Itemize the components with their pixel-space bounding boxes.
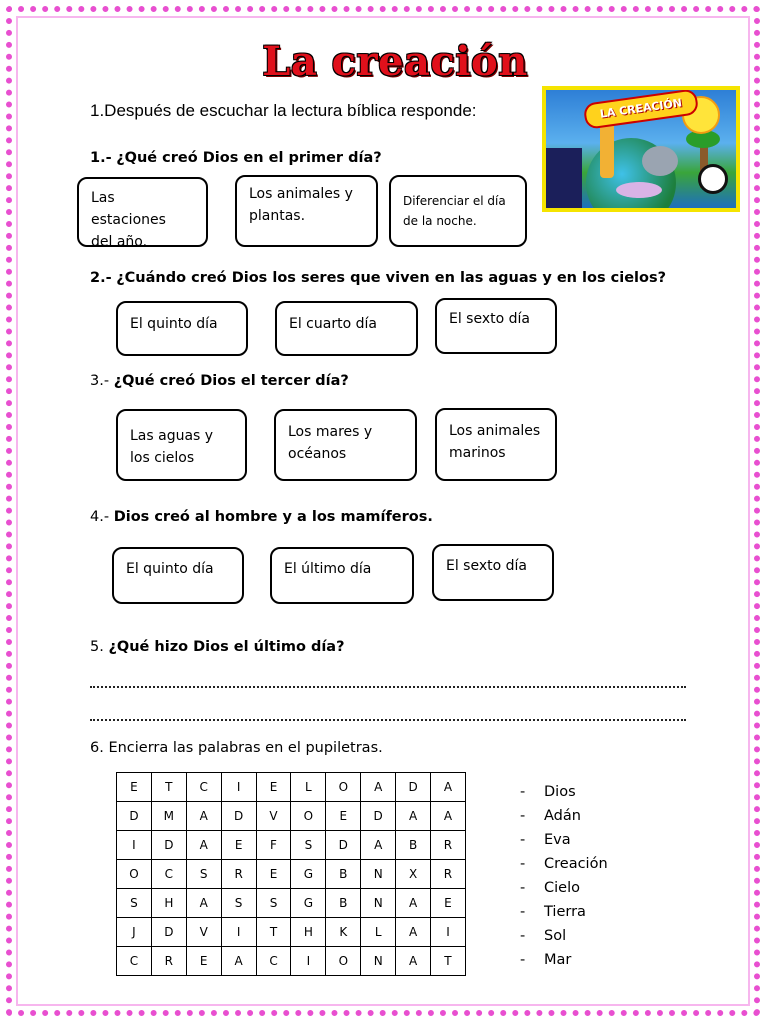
word-list-item <box>520 900 608 924</box>
creation-illustration <box>542 86 740 212</box>
grid-cell[interactable]: C <box>117 947 152 976</box>
word-text: Tierra <box>544 904 586 920</box>
grid-row <box>117 860 466 889</box>
word-text: Cielo <box>544 880 580 896</box>
grid-cell[interactable]: I <box>431 918 466 947</box>
option-line: marinos <box>449 445 506 461</box>
question-number: 1.- <box>90 150 112 166</box>
grid-cell[interactable]: V <box>186 918 221 947</box>
option-line: Los animales y <box>249 186 353 202</box>
grid-cell[interactable]: D <box>117 802 152 831</box>
option-line: El cuarto día <box>289 316 377 332</box>
grid-cell[interactable]: R <box>221 860 256 889</box>
grid-cell[interactable]: A <box>361 831 396 860</box>
panda-shape <box>698 164 728 194</box>
question-number: 3.- <box>90 373 110 389</box>
option-line: Los animales <box>449 423 541 439</box>
grid-cell[interactable]: E <box>431 889 466 918</box>
grid-cell[interactable]: I <box>221 773 256 802</box>
answer-line[interactable] <box>90 686 686 688</box>
bullet-dash: - <box>520 808 526 824</box>
grid-cell[interactable]: D <box>151 918 186 947</box>
word-text: Adán <box>544 808 581 824</box>
word-text: Eva <box>544 832 571 848</box>
grid-cell[interactable]: I <box>117 831 152 860</box>
option-line: océanos <box>288 446 347 462</box>
grid-row <box>117 918 466 947</box>
grid-cell[interactable]: T <box>151 773 186 802</box>
grid-cell[interactable]: O <box>326 947 361 976</box>
grid-cell[interactable]: H <box>151 889 186 918</box>
option-line: Las aguas y <box>130 428 214 444</box>
grid-cell[interactable]: A <box>186 802 221 831</box>
grid-cell[interactable]: C <box>256 947 291 976</box>
option-box[interactable] <box>116 301 248 356</box>
elephant-shape <box>642 146 678 176</box>
option-box[interactable] <box>435 408 557 481</box>
grid-cell[interactable]: D <box>151 831 186 860</box>
bullet-dash: - <box>520 856 526 872</box>
grid-cell[interactable]: N <box>361 947 396 976</box>
grid-cell[interactable]: O <box>117 860 152 889</box>
grid-cell[interactable]: N <box>361 860 396 889</box>
grid-cell[interactable]: C <box>151 860 186 889</box>
word-list <box>520 780 608 972</box>
grid-cell[interactable]: K <box>326 918 361 947</box>
grid-cell[interactable]: A <box>396 947 431 976</box>
question-4 <box>90 509 433 525</box>
illustration-banner: LA CREACIÓN <box>583 88 700 130</box>
option-box[interactable] <box>274 409 417 481</box>
word-list-item <box>520 876 608 900</box>
grid-cell[interactable]: D <box>326 831 361 860</box>
option-box[interactable] <box>389 175 527 247</box>
instruction: 1.Después de escuchar la lectura bíblica responde: <box>90 101 477 120</box>
grid-cell[interactable]: A <box>431 773 466 802</box>
grid-cell[interactable]: E <box>256 860 291 889</box>
grid-cell[interactable]: E <box>256 773 291 802</box>
word-search-grid <box>116 772 466 976</box>
word-list-item <box>520 924 608 948</box>
grid-cell[interactable]: A <box>361 773 396 802</box>
option-line: del año. <box>91 234 148 250</box>
bullet-dash: - <box>520 952 526 968</box>
grid-cell[interactable]: H <box>291 918 326 947</box>
grid-cell[interactable]: F <box>256 831 291 860</box>
word-list-item <box>520 804 608 828</box>
option-line: El sexto día <box>449 311 530 327</box>
option-box[interactable] <box>432 544 554 601</box>
grid-cell[interactable]: A <box>221 947 256 976</box>
grid-cell[interactable]: A <box>186 889 221 918</box>
question-number: 6. <box>90 740 104 756</box>
word-list-item <box>520 828 608 852</box>
question-2 <box>90 270 666 286</box>
bullet-dash: - <box>520 784 526 800</box>
option-box[interactable] <box>116 409 247 481</box>
question-1 <box>90 150 382 166</box>
grid-cell[interactable]: B <box>396 831 431 860</box>
question-number: 5. <box>90 639 104 655</box>
option-box[interactable] <box>275 301 418 356</box>
grid-cell[interactable]: O <box>326 773 361 802</box>
question-text: Dios creó al hombre y a los mamíferos. <box>113 509 433 525</box>
option-line: de la noche. <box>403 214 477 228</box>
grid-cell[interactable]: A <box>186 831 221 860</box>
word-list-item <box>520 852 608 876</box>
word-list-item <box>520 948 608 972</box>
grid-cell[interactable]: E <box>117 773 152 802</box>
option-box[interactable] <box>270 547 414 604</box>
question-text: ¿Cuándo creó Dios los seres que viven en las aguas y en los cielos? <box>116 270 667 286</box>
grid-cell[interactable]: C <box>186 773 221 802</box>
grid-row <box>117 831 466 860</box>
word-text: Mar <box>544 952 572 968</box>
grid-cell[interactable]: I <box>291 947 326 976</box>
word-text: Sol <box>544 928 567 944</box>
grid-cell[interactable]: D <box>221 802 256 831</box>
night-sky-shape <box>546 148 582 208</box>
word-text: Dios <box>544 784 576 800</box>
grid-row <box>117 947 466 976</box>
option-box[interactable] <box>435 298 557 354</box>
option-line: El sexto día <box>446 558 527 574</box>
grid-cell[interactable]: R <box>431 860 466 889</box>
option-line: El último día <box>284 561 372 577</box>
grid-cell[interactable]: S <box>291 831 326 860</box>
bullet-dash: - <box>520 928 526 944</box>
grid-cell[interactable]: R <box>431 831 466 860</box>
grid-row <box>117 802 466 831</box>
grid-cell[interactable]: M <box>151 802 186 831</box>
option-box[interactable] <box>77 177 208 250</box>
option-line: plantas. <box>249 208 306 224</box>
grid-cell[interactable]: D <box>396 773 431 802</box>
grid-cell[interactable]: R <box>151 947 186 976</box>
grid-row <box>117 889 466 918</box>
question-text: ¿Qué creó Dios en el primer día? <box>116 150 382 166</box>
grid-cell[interactable]: D <box>361 802 396 831</box>
bullet-dash: - <box>520 904 526 920</box>
bullet-dash: - <box>520 832 526 848</box>
dolphin-shape <box>616 182 662 198</box>
word-list-item <box>520 780 608 804</box>
question-text: ¿Qué creó Dios el tercer día? <box>113 373 349 389</box>
question-text: ¿Qué hizo Dios el último día? <box>108 639 345 655</box>
grid-cell[interactable]: B <box>326 860 361 889</box>
option-line: Diferenciar el día <box>403 194 506 208</box>
grid-cell[interactable]: E <box>221 831 256 860</box>
word-text: Creación <box>544 856 608 872</box>
option-line: El quinto día <box>130 316 218 332</box>
grid-cell[interactable]: L <box>361 918 396 947</box>
grid-cell[interactable]: A <box>396 918 431 947</box>
grid-cell[interactable]: B <box>326 889 361 918</box>
grid-cell[interactable]: J <box>117 918 152 947</box>
grid-cell[interactable]: L <box>291 773 326 802</box>
question-6 <box>90 740 383 756</box>
grid-cell[interactable]: V <box>256 802 291 831</box>
grid-cell[interactable]: T <box>256 918 291 947</box>
option-line: El quinto día <box>126 561 214 577</box>
grid-cell[interactable]: G <box>291 889 326 918</box>
answer-line[interactable] <box>90 719 686 721</box>
grid-cell[interactable]: X <box>396 860 431 889</box>
grid-cell[interactable]: S <box>221 889 256 918</box>
question-3 <box>90 373 349 389</box>
grid-cell[interactable]: E <box>186 947 221 976</box>
option-line: Las estaciones <box>91 190 166 228</box>
option-line: Los mares y <box>288 424 373 440</box>
option-box[interactable] <box>112 547 244 604</box>
option-line: los cielos <box>130 450 195 466</box>
question-number: 4.- <box>90 509 110 525</box>
grid-cell[interactable]: S <box>256 889 291 918</box>
grid-cell[interactable]: T <box>431 947 466 976</box>
grid-cell[interactable]: O <box>291 802 326 831</box>
grid-row <box>117 773 466 802</box>
grid-cell[interactable]: E <box>326 802 361 831</box>
grid-cell[interactable]: N <box>361 889 396 918</box>
option-box[interactable] <box>235 175 378 247</box>
grid-cell[interactable]: S <box>186 860 221 889</box>
page-title: La creación <box>262 38 528 85</box>
question-5 <box>90 639 345 655</box>
bullet-dash: - <box>520 880 526 896</box>
question-text: Encierra las palabras en el pupiletras. <box>108 740 383 756</box>
grid-cell[interactable]: A <box>396 802 431 831</box>
grid-cell[interactable]: A <box>396 889 431 918</box>
grid-cell[interactable]: S <box>117 889 152 918</box>
grid-cell[interactable]: G <box>291 860 326 889</box>
grid-cell[interactable]: A <box>431 802 466 831</box>
question-number: 2.- <box>90 270 112 286</box>
grid-cell[interactable]: I <box>221 918 256 947</box>
